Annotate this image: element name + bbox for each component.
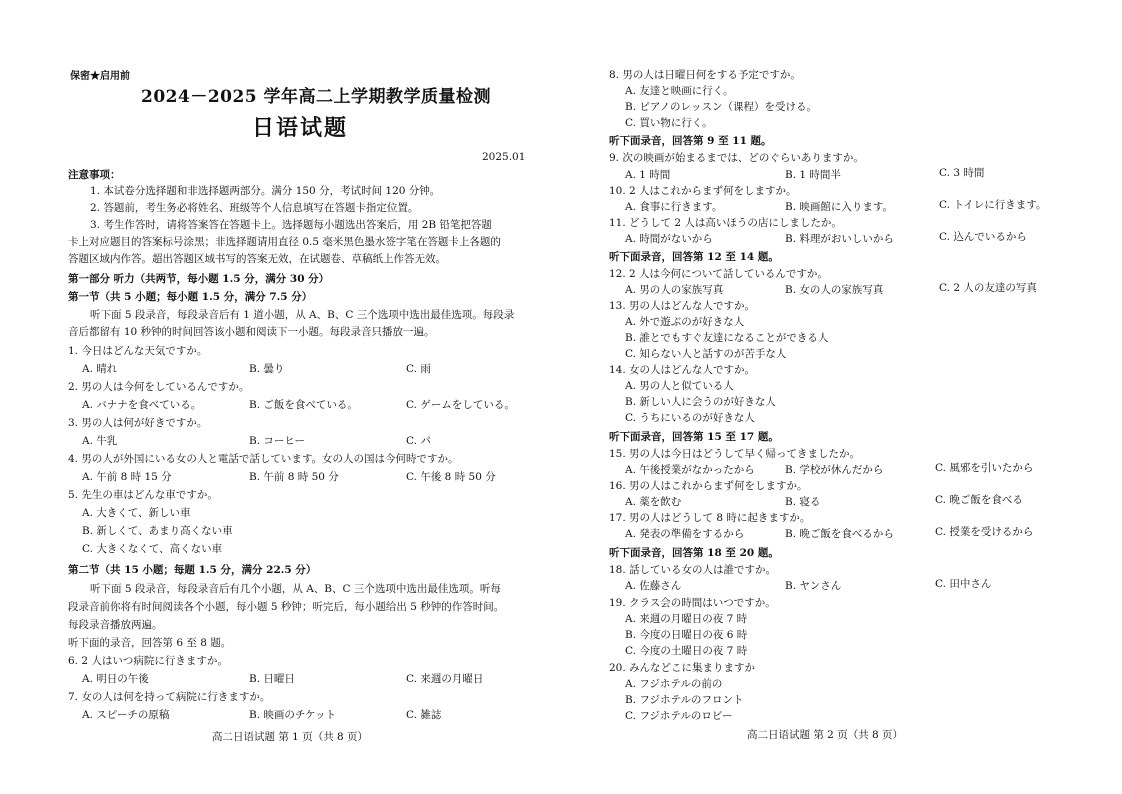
option-b: B. 午前 8 時 50 分 — [249, 471, 339, 483]
exam-page-2 — [561, 0, 1122, 794]
question-text: 2. 男の人は今何をしているんですか。 — [68, 381, 250, 393]
option-c: C. 買い物に行く。 — [625, 117, 713, 129]
question-text: 11. どうして 2 人は高いほうの店にしましたか。 — [609, 217, 842, 229]
option-a: A. スピーチの原稿 — [82, 709, 170, 721]
option-a: A. 午後授業がなかったから — [625, 464, 755, 476]
option-c: C. トイレに行きます。 — [939, 199, 1047, 211]
group-instruction: 听下面录音，回答第 9 至 11 题。 — [609, 135, 772, 147]
question-text: 8. 男の人は日曜日何をする予定ですか。 — [609, 69, 801, 81]
exam-main-title: 2024－2025 学年高二上学期教学质量检测 — [141, 87, 492, 107]
option-b: B. 日曜日 — [249, 673, 295, 685]
option-a: A. 男の人の家族写真 — [625, 284, 724, 296]
option-a: A. 外で遊ぶのが好きな人 — [625, 316, 745, 328]
page-footer: 高二日语试题 第 2 页（共 8 页） — [747, 729, 904, 741]
question-text: 16. 男の人はこれからまず何をしますか。 — [609, 480, 808, 492]
option-c: C. 晩ご飯を食べる — [935, 494, 1023, 506]
option-b: B. 曇り — [249, 363, 285, 375]
option-a: A. 明日の午後 — [82, 673, 149, 685]
note-line: 答题区域内作答。超出答题区域书写的答案无效，在试题卷、草稿纸上作答无效。 — [68, 253, 446, 265]
note-line: 卡上对应题目的答案标号涂黑；非选择题请用直径 0.5 毫米黑色墨水签字笔在答题卡上各题的 — [68, 236, 501, 248]
question-text: 15. 男の人は今日はどうして早く帰ってきましたか。 — [609, 448, 861, 460]
option-a: A. フジホテルの前の — [625, 678, 723, 690]
option-c: C. 雑誌 — [406, 709, 442, 721]
option-a: A. 午前 8 時 15 分 — [82, 471, 172, 483]
option-a: A. バナナを食べている。 — [82, 399, 202, 411]
option-c: C. 今度の土曜日の夜 7 時 — [625, 645, 748, 657]
question-text: 14. 女の人はどんな人ですか。 — [609, 364, 756, 376]
question-text: 9. 次の映画が始まるまでは、どのぐらいありますか。 — [609, 152, 864, 164]
exam-date: 2025.01 — [482, 151, 526, 163]
option-b: B. 料理がおいしいから — [785, 233, 894, 245]
option-c: C. 知らない人と話すのが苦手な人 — [625, 348, 787, 360]
question-text: 5. 先生の車はどんな車ですか。 — [68, 489, 218, 501]
option-a: A. 1 時間 — [625, 169, 671, 181]
option-c: C. 2 人の友達の写真 — [939, 282, 1037, 294]
notes-title: 注意事项： — [68, 169, 121, 181]
option-c: C. 込んでいるから — [939, 231, 1027, 243]
option-a: A. 大きくて、新しい車 — [82, 507, 191, 519]
option-b: B. 寝る — [785, 496, 821, 508]
option-b: B. 学校が休んだから — [785, 464, 884, 476]
group-instruction: 听下面录音，回答第 18 至 20 题。 — [609, 547, 779, 559]
option-b: B. ヤンさん — [785, 580, 842, 592]
option-b: B. 晩ご飯を食べるから — [785, 528, 894, 540]
page-footer: 高二日语试题 第 1 页（共 8 页） — [212, 731, 369, 743]
option-a: A. 晴れ — [82, 363, 118, 375]
group-instruction: 听下面录音，回答第 15 至 17 题。 — [609, 431, 779, 443]
question-text: 7. 女の人は何を持って病院に行きますか。 — [68, 691, 271, 703]
question-text: 4. 男の人が外国にいる女の人と電話で話しています。女の人の国は今何時ですか。 — [68, 453, 459, 465]
option-b: B. 今度の日曜日の夜 6 時 — [625, 629, 748, 641]
question-text: 17. 男の人はどうして 8 時に起きますか。 — [609, 512, 811, 524]
option-b: B. 誰とでもすぐ友達になることができる人 — [625, 332, 829, 344]
group-instruction: 听下面的录音，回答第 6 至 8 题。 — [68, 637, 232, 649]
option-c: C. フジホテルのロビー — [625, 710, 733, 722]
option-c: C. 来週の月曜日 — [406, 673, 484, 685]
option-b: B. 1 時間半 — [785, 169, 841, 181]
option-b: B. 新しくて、あまり高くない車 — [82, 525, 233, 537]
note-line: 2. 答题前，考生务必将姓名、班级等个人信息填写在答题卡指定位置。 — [90, 202, 419, 214]
section2-instruction: 听下面 5 段录音，每段录音后有几个小题，从 A、B、C 三个选项中选出最佳选项。听每 — [90, 583, 501, 595]
note-line: 1. 本试卷分选择题和非选择题两部分。满分 150 分，考试时间 120 分钟。 — [90, 185, 441, 197]
option-a: A. 薬を飲む — [625, 496, 682, 508]
exam-subtitle: 日语试题 — [252, 115, 349, 141]
question-text: 12. 2 人は今何について話しているんですか。 — [609, 268, 828, 280]
section1-instruction: 音后都留有 10 秒钟的时间回答该小题和阅读下一小题。每段录音只播放一遍。 — [68, 326, 435, 338]
question-text: 6. 2 人はいつ病院に行きますか。 — [68, 655, 228, 667]
section2-instruction: 段录音前你将有时间阅读各个小题，每小题 5 秒钟；听完后，每小题给出 5 秒钟的作答时间。 — [68, 601, 505, 613]
option-b: B. ピアノのレッスン（课程）を受ける。 — [625, 101, 817, 113]
option-c: C. 3 時間 — [939, 167, 985, 179]
question-text: 10. 2 人はこれからまず何をしますか。 — [609, 185, 797, 197]
option-b: B. 映画のチケット — [249, 709, 336, 721]
option-c: C. ゲームをしている。 — [406, 399, 515, 411]
option-c: C. 田中さん — [935, 578, 992, 590]
option-c: C. 午後 8 時 50 分 — [406, 471, 496, 483]
confidential-mark: 保密★启用前 — [70, 71, 130, 82]
option-a: A. 友達と映画に行く。 — [625, 85, 734, 97]
option-c: C. パ — [406, 435, 431, 447]
option-a: A. 牛乳 — [82, 435, 118, 447]
option-b: B. 映画館に入ります。 — [785, 201, 894, 213]
option-b: B. ご飯を食べている。 — [249, 399, 358, 411]
option-a: A. 食事に行きます。 — [625, 201, 723, 213]
question-text: 1. 今日はどんな天気ですか。 — [68, 345, 208, 357]
option-c: C. 授業を受けるから — [935, 526, 1034, 538]
section2-instruction: 每段录音播放两遍。 — [68, 619, 163, 631]
option-c: C. うちにいるのが好きな人 — [625, 412, 755, 424]
option-b: B. コーヒー — [249, 435, 305, 447]
option-a: A. 佐藤さん — [625, 580, 682, 592]
question-text: 13. 男の人はどんな人ですか。 — [609, 300, 756, 312]
option-c: C. 雨 — [406, 363, 431, 375]
option-b: B. 新しい人に会うのが好きな人 — [625, 396, 776, 408]
option-a: A. 時間がないから — [625, 233, 713, 245]
option-b: B. 女の人の家族写真 — [785, 284, 884, 296]
question-text: 19. クラス会の時間はいつですか。 — [609, 597, 776, 609]
option-b: B. フジホテルのフロント — [625, 694, 744, 706]
section1-instruction: 听下面 5 段录音，每段录音后有 1 道小题，从 A、B、C 三个选项中选出最佳选项。每段录 — [90, 309, 515, 321]
question-text: 20. みんなどこに集まりますか — [609, 662, 756, 674]
question-text: 3. 男の人は何が好きですか。 — [68, 417, 208, 429]
option-c: C. 風邪を引いたから — [935, 462, 1034, 474]
option-a: A. 来週の月曜日の夜 7 時 — [625, 613, 748, 625]
note-line: 3. 考生作答时，请将答案答在答题卡上。选择题每小题选出答案后，用 2B 铅笔把答题 — [90, 219, 492, 231]
section1-title: 第一节（共 5 小题；每小题 1.5 分，满分 7.5 分） — [68, 291, 313, 303]
section2-title: 第二节（共 15 小题；每题 1.5 分，满分 22.5 分） — [68, 564, 317, 576]
option-a: A. 男の人と似ている人 — [625, 380, 734, 392]
group-instruction: 听下面录音，回答第 12 至 14 题。 — [609, 251, 779, 263]
option-c: C. 大きくなくて、高くない車 — [82, 543, 223, 555]
option-a: A. 発表の準備をするから — [625, 528, 745, 540]
question-text: 18. 話している女の人は誰ですか。 — [609, 564, 777, 576]
part1-title: 第一部分 听力（共两节，每小题 1.5 分，满分 30 分） — [68, 273, 330, 285]
